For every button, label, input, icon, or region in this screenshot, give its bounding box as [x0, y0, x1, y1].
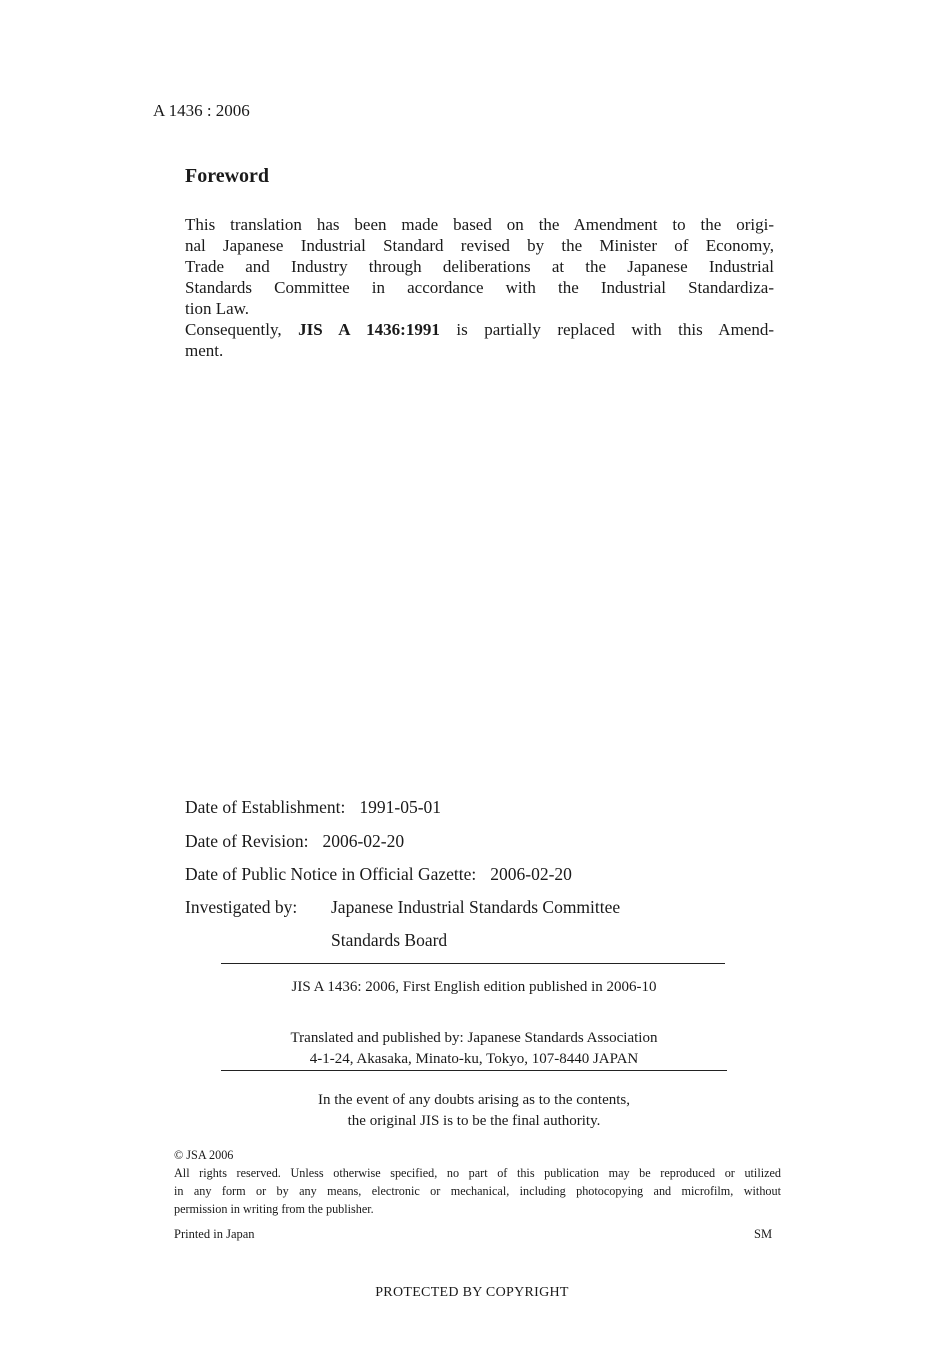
foreword-paragraph-2 — [185, 319, 774, 361]
divider-top — [221, 963, 725, 964]
printed-in: Printed in Japan — [174, 1227, 255, 1241]
divider-bottom — [221, 1070, 727, 1071]
authority-line: the original JIS is to be the final authority. — [347, 1113, 601, 1129]
copyright-block — [174, 1146, 781, 1218]
foreword-line: Trade and Industry through deliberations at the Japanese Industrial — [185, 257, 774, 276]
copyright-watermark: PROTECTED BY COPYRIGHT — [375, 1285, 569, 1300]
date-establishment-value: 1991-05-01 — [359, 797, 442, 817]
foreword-line: nal Japanese Industrial Standard revised by the Minister of Economy, — [185, 236, 774, 255]
copyright-notice: © JSA 2006 — [174, 1148, 234, 1162]
foreword-body — [185, 214, 774, 361]
investigator-block — [185, 896, 620, 951]
foreword-text: Consequently, — [185, 320, 299, 339]
foreword-line: This translation has been made based on the Amendment to the origi- — [185, 215, 774, 234]
rights-line: in any form or by any means, electronic or mechanical, including photocopying and microfilm, without — [174, 1184, 781, 1198]
foreword-line: tion Law. — [185, 299, 250, 318]
date-establishment-row — [185, 796, 572, 830]
investigator-committee: Japanese Industrial Standards Committee — [331, 897, 621, 917]
foreword-title: Foreword — [185, 165, 270, 187]
date-public-notice-value: 2006-02-20 — [490, 864, 572, 884]
date-revision-value: 2006-02-20 — [322, 830, 405, 851]
date-establishment-label: Date of Establishment: — [185, 797, 346, 817]
print-code: SM — [754, 1227, 773, 1241]
publisher-name: Translated and published by: Japanese Standards Association — [290, 1030, 658, 1046]
standard-code: A 1436 : 2006 — [153, 101, 250, 120]
dates-block — [185, 796, 572, 897]
investigator-row — [185, 896, 620, 918]
foreword-text: is partially replaced with this Amend- — [439, 320, 775, 339]
replaced-standard-ref: JIS A 1436:1991 — [298, 320, 440, 339]
publisher-address: 4-1-24, Akasaka, Minato-ku, Tokyo, 107-8440 JAPAN — [309, 1051, 639, 1067]
date-revision-label: Date of Revision: — [185, 830, 309, 851]
publisher-info — [221, 1028, 727, 1070]
foreword-paragraph-1 — [185, 214, 774, 319]
investigator-label: Investigated by: — [185, 897, 298, 917]
investigator-board: Standards Board — [331, 930, 448, 950]
edition-info: JIS A 1436: 2006, First English edition published in 2006-10 — [291, 979, 657, 995]
date-public-notice-row — [185, 863, 572, 897]
rights-line: All rights reserved. Unless otherwise specified, no part of this publication may be reproduced or utilized — [174, 1166, 781, 1180]
rights-line: permission in writing from the publisher. — [174, 1202, 374, 1216]
foreword-line: Standards Committee in accordance with the Industrial Standardiza- — [185, 278, 774, 297]
authority-line: In the event of any doubts arising as to the contents, — [317, 1092, 630, 1108]
date-revision-row — [185, 830, 572, 864]
foreword-line: ment. — [185, 341, 224, 360]
foreword-line — [185, 319, 774, 340]
date-public-notice-label: Date of Public Notice in Official Gazette: — [185, 864, 477, 884]
authority-note — [221, 1090, 727, 1132]
